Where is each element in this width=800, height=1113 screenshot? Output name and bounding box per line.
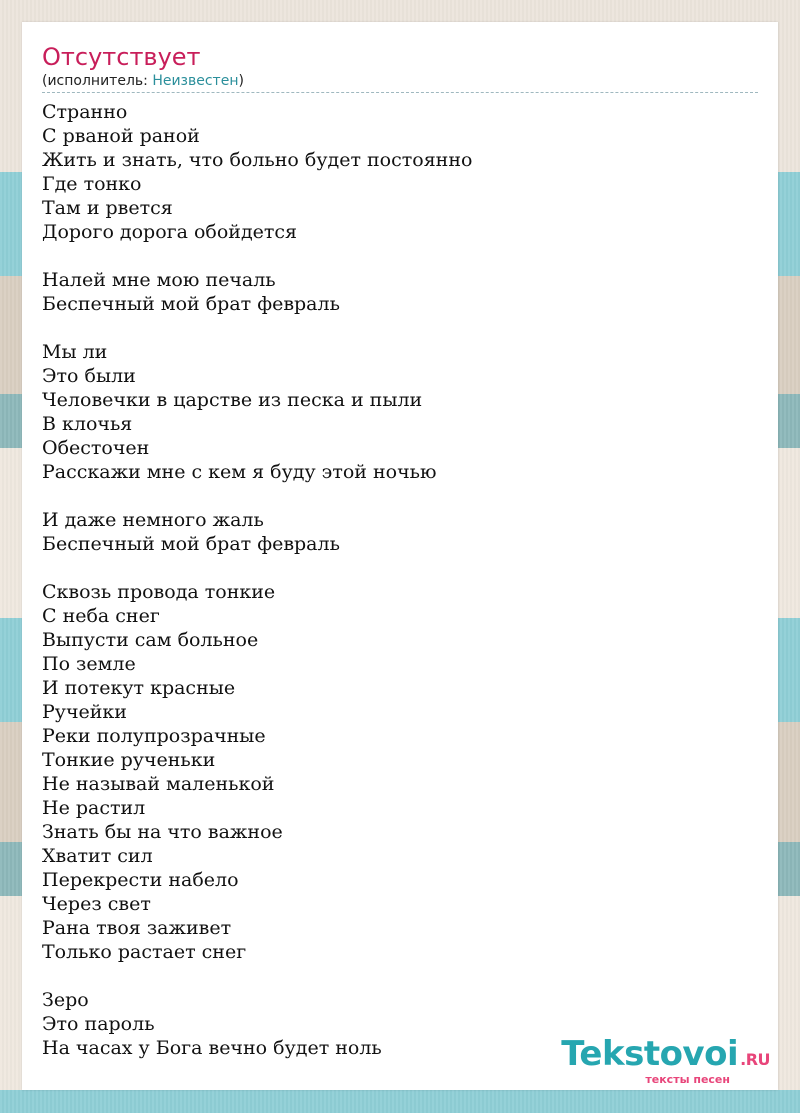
stanza-gap (42, 964, 758, 988)
lyric-line: И потекут красные (42, 677, 236, 699)
lyric-line: Ручейки (42, 701, 127, 723)
lyric-line: По земле (42, 653, 136, 675)
lyric-line: Беспечный мой брат февраль (42, 533, 340, 555)
lyric-line: Жить и знать, что больно будет постоянно (42, 149, 473, 171)
lyric-line: Выпусти сам больное (42, 629, 259, 651)
site-logo[interactable] (561, 1035, 770, 1086)
song-header (42, 42, 758, 93)
lyric-line: Там и рвется (42, 197, 173, 219)
lyric-line: Мы ли (42, 341, 108, 363)
lyrics-body (42, 100, 758, 1060)
lyric-line: Человечки в царстве из песка и пыли (42, 389, 423, 411)
lyric-line: Тонкие рученьки (42, 749, 216, 771)
lyric-line: Через свет (42, 893, 151, 915)
lyric-line: В клочья (42, 413, 133, 435)
stanza-gap (42, 316, 758, 340)
lyrics-card (22, 22, 778, 1090)
lyric-line: И даже немного жаль (42, 509, 264, 531)
lyric-line: Это пароль (42, 1013, 155, 1035)
stanza-gap (42, 556, 758, 580)
logo-tagline: тексты песен (645, 1073, 730, 1086)
lyric-line: С неба снег (42, 605, 160, 627)
artist-suffix: ) (238, 73, 244, 89)
lyric-line: Зеро (42, 989, 89, 1011)
logo-tld: .RU (740, 1050, 770, 1069)
lyric-line: Расскажи мне с кем я буду этой ночью (42, 461, 437, 483)
artist-line (42, 72, 758, 93)
lyric-line: Хватит сил (42, 845, 153, 867)
artist-prefix: (исполнитель: (42, 73, 153, 89)
lyric-line: Перекрести набело (42, 869, 239, 891)
lyric-line: С рваной раной (42, 125, 200, 147)
lyric-line: Это были (42, 365, 136, 387)
stanza-gap (42, 484, 758, 508)
lyric-line: Не растил (42, 797, 146, 819)
lyric-line: Сквозь провода тонкие (42, 581, 276, 603)
logo-name: Tekstovoi (561, 1034, 739, 1074)
lyric-line: На часах у Бога вечно будет ноль (42, 1037, 382, 1059)
lyric-line: Рана твоя заживет (42, 917, 232, 939)
lyric-line: Знать бы на что важное (42, 821, 283, 843)
lyric-line: Беспечный мой брат февраль (42, 293, 340, 315)
stanza-gap (42, 244, 758, 268)
song-title: Отсутствует (42, 43, 201, 71)
lyric-line: Дорого дорога обойдется (42, 221, 298, 243)
lyric-line: Где тонко (42, 173, 142, 195)
lyric-line: Налей мне мою печаль (42, 269, 276, 291)
artist-link[interactable]: Неизвестен (152, 73, 239, 89)
lyric-line: Реки полупрозрачные (42, 725, 266, 747)
lyric-line: Не называй маленькой (42, 773, 275, 795)
lyric-line: Обесточен (42, 437, 150, 459)
lyric-line: Странно (42, 101, 128, 123)
lyric-line: Только растает снег (42, 941, 247, 963)
